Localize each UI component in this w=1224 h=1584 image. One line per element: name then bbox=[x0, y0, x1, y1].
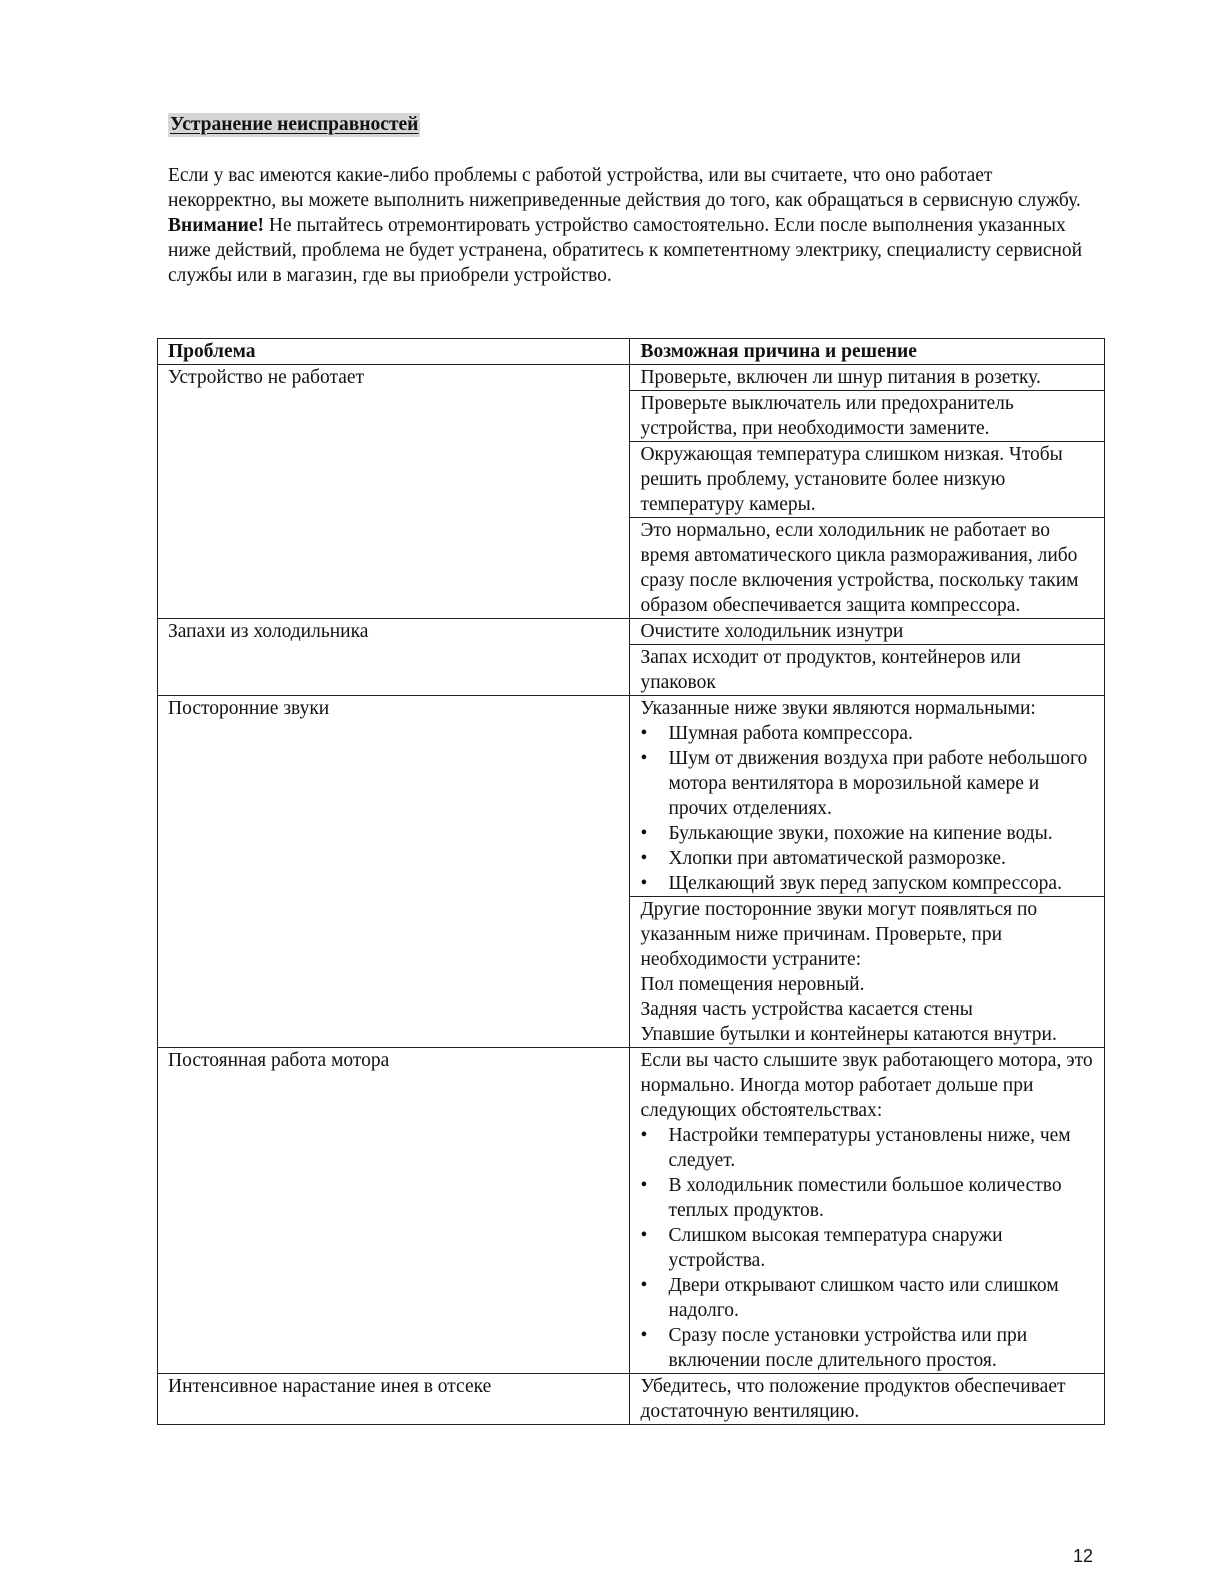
warning-text: Не пытайтесь отремонтировать устройство самостоятельно. Если после выполнения указанных ниже действий, проблема не будет устранена, обратитесь к компетентному электрику, специалисту сервисной службы или в магазин, где вы приобрели устройство. bbox=[168, 215, 1083, 286]
bullet-text: Слишком высокая температура снаружи устройства. bbox=[668, 1225, 1003, 1271]
bullet-text: Хлопки при автоматической разморозке. bbox=[668, 848, 1006, 869]
section-heading: Устранение неисправностей bbox=[170, 114, 419, 135]
bullet-icon: • bbox=[640, 1125, 648, 1146]
bullet-item bbox=[640, 846, 1096, 871]
solution-cell bbox=[630, 897, 1105, 1048]
bullet-item bbox=[640, 871, 1096, 896]
bullet-item bbox=[640, 1223, 1096, 1273]
header-solution: Возможная причина и решение bbox=[630, 339, 1105, 365]
problem-cell: Постоянная работа мотора bbox=[158, 1048, 630, 1374]
solution-cell bbox=[630, 696, 1105, 897]
solution-line: Пол помещения неровный. bbox=[640, 974, 865, 995]
bullet-item bbox=[640, 1123, 1096, 1173]
bullet-icon: • bbox=[640, 1325, 648, 1346]
solution-line: Упавшие бутылки и контейнеры катаются внутри. bbox=[640, 1024, 1057, 1045]
bullet-item bbox=[640, 746, 1096, 821]
bullet-text: Шум от движения воздуха при работе небольшого мотора вентилятора в морозильной камере и прочих отделениях. bbox=[668, 748, 1088, 819]
table-row bbox=[158, 1048, 1105, 1374]
intro-text bbox=[168, 163, 1098, 288]
bullet-text: Двери открывают слишком часто или слишком надолго. bbox=[668, 1275, 1059, 1321]
solution-cell: Окружающая температура слишком низкая. Чтобы решить проблему, установите более низкую температуру камеры. bbox=[630, 442, 1105, 518]
solution-cell bbox=[630, 1048, 1105, 1374]
bullet-item bbox=[640, 1273, 1096, 1323]
table-row bbox=[158, 1374, 1105, 1425]
bullet-text: Настройки температуры установлены ниже, чем следует. bbox=[668, 1125, 1071, 1171]
bullet-icon: • bbox=[640, 1175, 648, 1196]
problem-cell: Посторонние звуки bbox=[158, 696, 630, 1048]
bullet-text: Щелкающий звук перед запуском компрессора. bbox=[668, 873, 1062, 894]
solution-cell: Запах исходит от продуктов, контейнеров или упаковок bbox=[630, 645, 1105, 696]
table-row bbox=[158, 365, 1105, 391]
bullet-item bbox=[640, 1323, 1096, 1373]
table-header-row bbox=[158, 339, 1105, 365]
bullet-item bbox=[640, 1173, 1096, 1223]
warning-paragraph bbox=[168, 213, 1098, 288]
bullet-icon: • bbox=[640, 1225, 648, 1246]
table-body bbox=[158, 365, 1105, 1425]
solution-intro: Если вы часто слышите звук работающего мотора, это нормально. Иногда мотор работает дольше при следующих обстоятельствах: bbox=[640, 1050, 1093, 1121]
table-row bbox=[158, 696, 1105, 897]
bullet-text: Шумная работа компрессора. bbox=[668, 723, 913, 744]
bullet-item bbox=[640, 821, 1096, 846]
bullet-text: Сразу после установки устройства или при включении после длительного простоя. bbox=[668, 1325, 1028, 1371]
problem-cell: Устройство не работает bbox=[158, 365, 630, 619]
problem-cell: Интенсивное нарастание инея в отсеке bbox=[158, 1374, 630, 1425]
solution-cell: Убедитесь, что положение продуктов обеспечивает достаточную вентиляцию. bbox=[630, 1374, 1105, 1425]
bullet-text: В холодильник поместили большое количество теплых продуктов. bbox=[668, 1175, 1062, 1221]
troubleshooting-table bbox=[157, 338, 1105, 1425]
table-row bbox=[158, 619, 1105, 645]
bullet-text: Булькающие звуки, похожие на кипение воды. bbox=[668, 823, 1053, 844]
page-number: 12 bbox=[1072, 1546, 1093, 1566]
solution-cell: Проверьте выключатель или предохранитель устройства, при необходимости замените. bbox=[630, 391, 1105, 442]
solution-cell: Очистите холодильник изнутри bbox=[630, 619, 1105, 645]
solution-cell: Проверьте, включен ли шнур питания в розетку. bbox=[630, 365, 1105, 391]
bullet-icon: • bbox=[640, 723, 648, 744]
bullet-icon: • bbox=[640, 1275, 648, 1296]
warning-label: Внимание! bbox=[168, 215, 264, 236]
solution-intro: Указанные ниже звуки являются нормальными: bbox=[640, 698, 1036, 719]
solution-line: Задняя часть устройства касается стены bbox=[640, 999, 973, 1020]
solution-cell: Это нормально, если холодильник не работает во время автоматического цикла размораживания, либо сразу после включения устройства, поскольку таким образом обеспечивается защита компрессора. bbox=[630, 518, 1105, 619]
header-problem: Проблема bbox=[158, 339, 630, 365]
bullet-icon: • bbox=[640, 848, 648, 869]
bullet-icon: • bbox=[640, 748, 648, 769]
bullet-icon: • bbox=[640, 823, 648, 844]
bullet-icon: • bbox=[640, 873, 648, 894]
problem-cell: Запахи из холодильника bbox=[158, 619, 630, 696]
intro-paragraph: Если у вас имеются какие-либо проблемы с работой устройства, или вы считаете, что оно работает некорректно, вы можете выполнить нижеприведенные действия до того, как обращаться в сервисную службу. bbox=[168, 165, 1081, 211]
solution-line: Другие посторонние звуки могут появляться по указанным ниже причинам. Проверьте, при необходимости устраните: bbox=[640, 899, 1038, 970]
bullet-item bbox=[640, 721, 1096, 746]
